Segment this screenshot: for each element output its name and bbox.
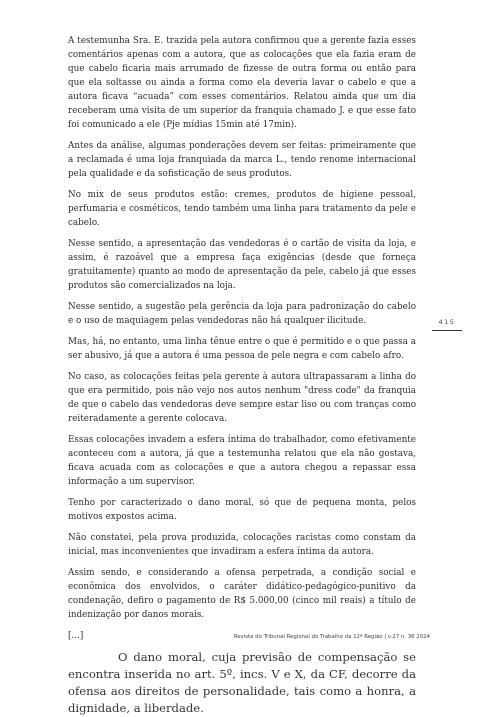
- paragraph-fine-line: Mas, há, no entanto, uma linha tênue entre o que é permitido e o que passa a ser abusivo, já que a autora é uma pessoa de pele negra e com cabelo afro.: [68, 337, 416, 361]
- paragraph-award: Assim sendo, e considerando a ofensa perpetrada, a condição social e econômica dos envolvidos, o caráter didático-pedagógico-punitivo da condenação, defiro o pagamento de R$ 5.000,00 (cinco mil reais) a título de indenização por danos morais.: [68, 568, 416, 620]
- paragraph-intimate-sphere: Essas colocações invadem a esfera íntima do trabalhador, como efetivamente aconteceu com a autora, já que a testemunha relatou que ela não gostava, ficava acuada com as colocações e que a autora chegou a repassar essa informação a um supervisor.: [68, 435, 416, 487]
- ellipsis: [...]: [68, 631, 84, 641]
- paragraph-exceeded: No caso, as colocações feitas pela gerente à autora ultrapassaram a linha do que era permitido, pois não vejo nos autos nenhum "dress code" da franquia de que o cabelo das vendedoras deve sempre estar liso ou com tranças como reiteradamente a gerente colocava.: [68, 372, 416, 424]
- paragraph-considerations: Antes da análise, algumas ponderações devem ser feitas: primeiramente que a reclamada é uma loja franquiada da marca L., tendo renome internacional pela qualidade e da sofisticação de seus produtos.: [68, 141, 416, 179]
- paragraph-suggestion: Nesse sentido, a sugestão pela gerência da loja para padronização do cabelo e o uso de maquiagem pelas vendedoras não há qualquer ilicitude.: [68, 302, 416, 326]
- paragraph-presentation: Nesse sentido, a apresentação das vendedoras é o cartão de visita da loja, e assim, é razoável que a empresa faça exigências (desde que forneça gratuitamente) quanto ao modo de apresentação da pele, cabelo já que esses produtos são comercializados na loja.: [68, 239, 416, 291]
- document-body: [68, 34, 416, 717]
- paragraph-product-mix: No mix de seus produtos estão: cremes, produtos de higiene pessoal, perfumaria e cosméticos, tendo também uma linha para tratamento da pele e cabelo.: [68, 190, 416, 228]
- page-number: 415: [438, 318, 456, 326]
- page-number-rule: [432, 330, 462, 331]
- paragraph-testimony: A testemunha Sra. E. trazida pela autora confirmou que a gerente fazia esses comentários apenas com a autora, que as colocações que ela fazia eram de que cabelo ficaria mais arrumado de fizesse de outra forma ou então para que ela soltasse ou ainda a forma como ela deveria lavar o cabelo e que a autora ficava “acuada” com esses comentários. Relatou ainda que um dia receberam uma visita de um superior da franquia chamado J. e que esse fato foi comunicado a ele (Pje mídias 15min até 17min).: [68, 36, 416, 130]
- paragraph-moral-damage: Tenho por caracterizado o dano moral, só que de pequena monta, pelos motivos expostos acima.: [68, 498, 416, 522]
- journal-footer: Revista do Tribunal Regional do Trabalho da 12ª Região | v.27 n. 36 2024: [233, 634, 430, 640]
- paragraph-not-racist: Não constatei, pela prova produzida, colocações racistas como constam da inicial, mas inconvenientes que invadiram a esfera íntima da autora.: [68, 533, 416, 557]
- closing-paragraph: O dano moral, cuja previsão de compensação se encontra inserida no art. 5º, incs. V e X, da CF, decorre da ofensa aos direitos de personalidade, tais como a honra, a dignidade, a liberdade.: [68, 650, 416, 715]
